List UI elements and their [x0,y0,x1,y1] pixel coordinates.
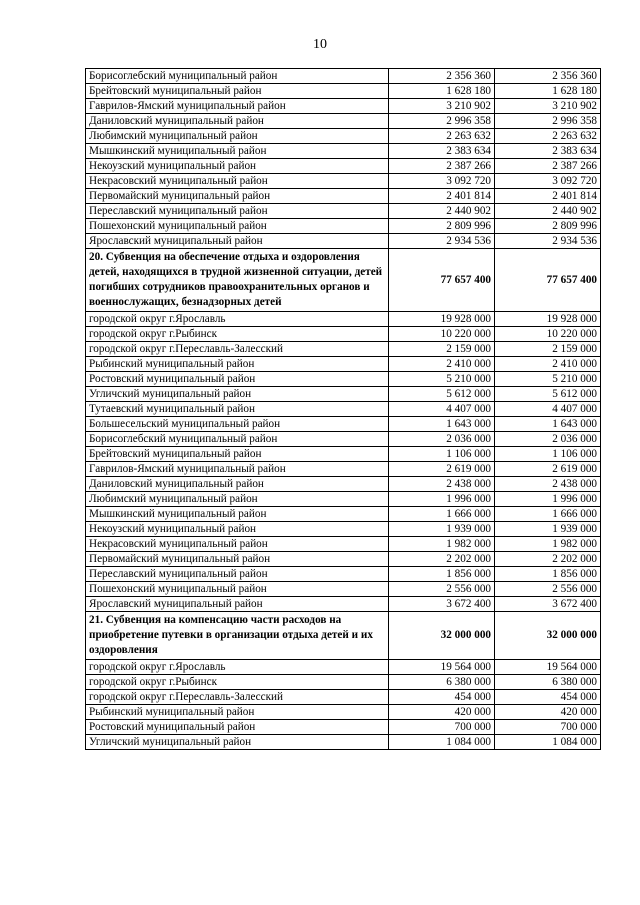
table-row [86,492,601,507]
section-total-col1: 77 657 400 [389,249,495,312]
municipality-name: Даниловский муниципальный район [86,477,389,492]
section-title: 21. Субвенция на компенсацию части расходов на приобретение путевки в организации отдыха детей и их оздоровления [86,612,389,660]
amount-col1: 1 106 000 [389,447,495,462]
subvention-table-body [86,69,601,750]
table-row [86,522,601,537]
municipality-name: Первомайский муниципальный район [86,552,389,567]
amount-col1: 2 410 000 [389,357,495,372]
municipality-name: Рыбинский муниципальный район [86,705,389,720]
amount-col1: 454 000 [389,690,495,705]
table-row [86,582,601,597]
amount-col1: 2 202 000 [389,552,495,567]
table-row [86,84,601,99]
amount-col2: 3 210 902 [495,99,601,114]
section-heading-row [86,249,601,312]
section-title: 20. Субвенция на обеспечение отдыха и оздоровления детей, находящихся в трудной жизненной ситуации, детей погибших сотрудников правоохранительных органов и военнослужащих, безнадзорных детей [86,249,389,312]
amount-col2: 1 982 000 [495,537,601,552]
table-row [86,462,601,477]
municipality-name: Некоузский муниципальный район [86,159,389,174]
municipality-name: Пошехонский муниципальный район [86,582,389,597]
amount-col2: 19 928 000 [495,312,601,327]
amount-col1: 4 407 000 [389,402,495,417]
table-row [86,735,601,750]
municipality-name: Угличский муниципальный район [86,735,389,750]
table-row [86,720,601,735]
amount-col1: 19 928 000 [389,312,495,327]
amount-col1: 2 809 996 [389,219,495,234]
amount-col2: 2 036 000 [495,432,601,447]
amount-col2: 2 934 536 [495,234,601,249]
municipality-name: Угличский муниципальный район [86,387,389,402]
amount-col2: 1 996 000 [495,492,601,507]
table-row [86,114,601,129]
table-row [86,507,601,522]
amount-col2: 454 000 [495,690,601,705]
amount-col2: 2 809 996 [495,219,601,234]
amount-col2: 1 939 000 [495,522,601,537]
section-total-col2: 77 657 400 [495,249,601,312]
table-row [86,144,601,159]
amount-col1: 2 934 536 [389,234,495,249]
amount-col2: 19 564 000 [495,660,601,675]
table-row [86,567,601,582]
municipality-name: городской округ г.Рыбинск [86,675,389,690]
section-total-col1: 32 000 000 [389,612,495,660]
municipality-name: городской округ г.Ярославль [86,660,389,675]
municipality-name: городской округ г.Ярославль [86,312,389,327]
amount-col2: 2 440 902 [495,204,601,219]
municipality-name: городской округ г.Рыбинск [86,327,389,342]
municipality-name: Борисоглебский муниципальный район [86,432,389,447]
table-row [86,372,601,387]
amount-col2: 1 643 000 [495,417,601,432]
municipality-name: Ростовский муниципальный район [86,372,389,387]
amount-col2: 1 666 000 [495,507,601,522]
municipality-name: Некрасовский муниципальный район [86,537,389,552]
table-row [86,552,601,567]
municipality-name: Большесельский муниципальный район [86,417,389,432]
table-row [86,537,601,552]
amount-col2: 1 628 180 [495,84,601,99]
municipality-name: Любимский муниципальный район [86,492,389,507]
table-row [86,312,601,327]
municipality-name: Даниловский муниципальный район [86,114,389,129]
municipality-name: Мышкинский муниципальный район [86,507,389,522]
amount-col2: 2 619 000 [495,462,601,477]
table-row [86,402,601,417]
amount-col1: 2 036 000 [389,432,495,447]
amount-col1: 2 438 000 [389,477,495,492]
municipality-name: Ярославский муниципальный район [86,597,389,612]
table-row [86,675,601,690]
municipality-name: Брейтовский муниципальный район [86,84,389,99]
table-row [86,342,601,357]
table-row [86,387,601,402]
amount-col1: 19 564 000 [389,660,495,675]
amount-col2: 5 210 000 [495,372,601,387]
amount-col2: 2 996 358 [495,114,601,129]
municipality-name: Переславский муниципальный район [86,204,389,219]
amount-col2: 2 263 632 [495,129,601,144]
table-row [86,357,601,372]
amount-col2: 2 159 000 [495,342,601,357]
table-row [86,189,601,204]
table-row [86,234,601,249]
amount-col2: 5 612 000 [495,387,601,402]
amount-col1: 2 440 902 [389,204,495,219]
subvention-table [85,68,601,750]
table-row [86,174,601,189]
table-row [86,432,601,447]
table-row [86,159,601,174]
amount-col2: 700 000 [495,720,601,735]
amount-col1: 2 383 634 [389,144,495,159]
section-total-col2: 32 000 000 [495,612,601,660]
amount-col1: 700 000 [389,720,495,735]
table-row [86,327,601,342]
municipality-name: Гаврилов-Ямский муниципальный район [86,462,389,477]
section-heading-row [86,612,601,660]
amount-col2: 1 084 000 [495,735,601,750]
amount-col1: 1 996 000 [389,492,495,507]
amount-col1: 2 387 266 [389,159,495,174]
amount-col2: 6 380 000 [495,675,601,690]
amount-col1: 1 628 180 [389,84,495,99]
table-row [86,597,601,612]
table-row [86,99,601,114]
amount-col1: 3 210 902 [389,99,495,114]
table-row [86,447,601,462]
municipality-name: Мышкинский муниципальный район [86,144,389,159]
amount-col2: 4 407 000 [495,402,601,417]
municipality-name: городской округ г.Переславль-Залесский [86,342,389,357]
page-number: 10 [313,37,327,52]
amount-col1: 2 159 000 [389,342,495,357]
amount-col2: 420 000 [495,705,601,720]
amount-col1: 5 210 000 [389,372,495,387]
amount-col1: 2 556 000 [389,582,495,597]
table-row [86,219,601,234]
amount-col1: 2 263 632 [389,129,495,144]
amount-col1: 6 380 000 [389,675,495,690]
municipality-name: Ростовский муниципальный район [86,720,389,735]
table-row [86,705,601,720]
amount-col2: 2 438 000 [495,477,601,492]
table-row [86,129,601,144]
amount-col2: 2 410 000 [495,357,601,372]
amount-col2: 2 383 634 [495,144,601,159]
amount-col1: 2 619 000 [389,462,495,477]
amount-col2: 1 856 000 [495,567,601,582]
amount-col1: 5 612 000 [389,387,495,402]
amount-col2: 1 106 000 [495,447,601,462]
table-row [86,477,601,492]
table-row [86,690,601,705]
amount-col1: 2 356 360 [389,69,495,84]
amount-col1: 1 084 000 [389,735,495,750]
municipality-name: Переславский муниципальный район [86,567,389,582]
amount-col1: 420 000 [389,705,495,720]
amount-col2: 2 387 266 [495,159,601,174]
municipality-name: Любимский муниципальный район [86,129,389,144]
amount-col2: 10 220 000 [495,327,601,342]
municipality-name: Некрасовский муниципальный район [86,174,389,189]
amount-col2: 3 672 400 [495,597,601,612]
amount-col2: 3 092 720 [495,174,601,189]
municipality-name: Борисоглебский муниципальный район [86,69,389,84]
amount-col1: 1 856 000 [389,567,495,582]
municipality-name: Брейтовский муниципальный район [86,447,389,462]
amount-col2: 2 202 000 [495,552,601,567]
amount-col1: 10 220 000 [389,327,495,342]
municipality-name: Пошехонский муниципальный район [86,219,389,234]
municipality-name: городской округ г.Переславль-Залесский [86,690,389,705]
municipality-name: Тутаевский муниципальный район [86,402,389,417]
table-row [86,417,601,432]
amount-col2: 2 401 814 [495,189,601,204]
municipality-name: Гаврилов-Ямский муниципальный район [86,99,389,114]
amount-col1: 3 092 720 [389,174,495,189]
table-row [86,204,601,219]
amount-col1: 2 996 358 [389,114,495,129]
municipality-name: Некоузский муниципальный район [86,522,389,537]
amount-col1: 1 643 000 [389,417,495,432]
municipality-name: Ярославский муниципальный район [86,234,389,249]
table-row [86,660,601,675]
municipality-name: Первомайский муниципальный район [86,189,389,204]
amount-col1: 1 666 000 [389,507,495,522]
amount-col1: 3 672 400 [389,597,495,612]
amount-col1: 1 982 000 [389,537,495,552]
amount-col1: 1 939 000 [389,522,495,537]
amount-col2: 2 356 360 [495,69,601,84]
amount-col2: 2 556 000 [495,582,601,597]
amount-col1: 2 401 814 [389,189,495,204]
table-row [86,69,601,84]
municipality-name: Рыбинский муниципальный район [86,357,389,372]
